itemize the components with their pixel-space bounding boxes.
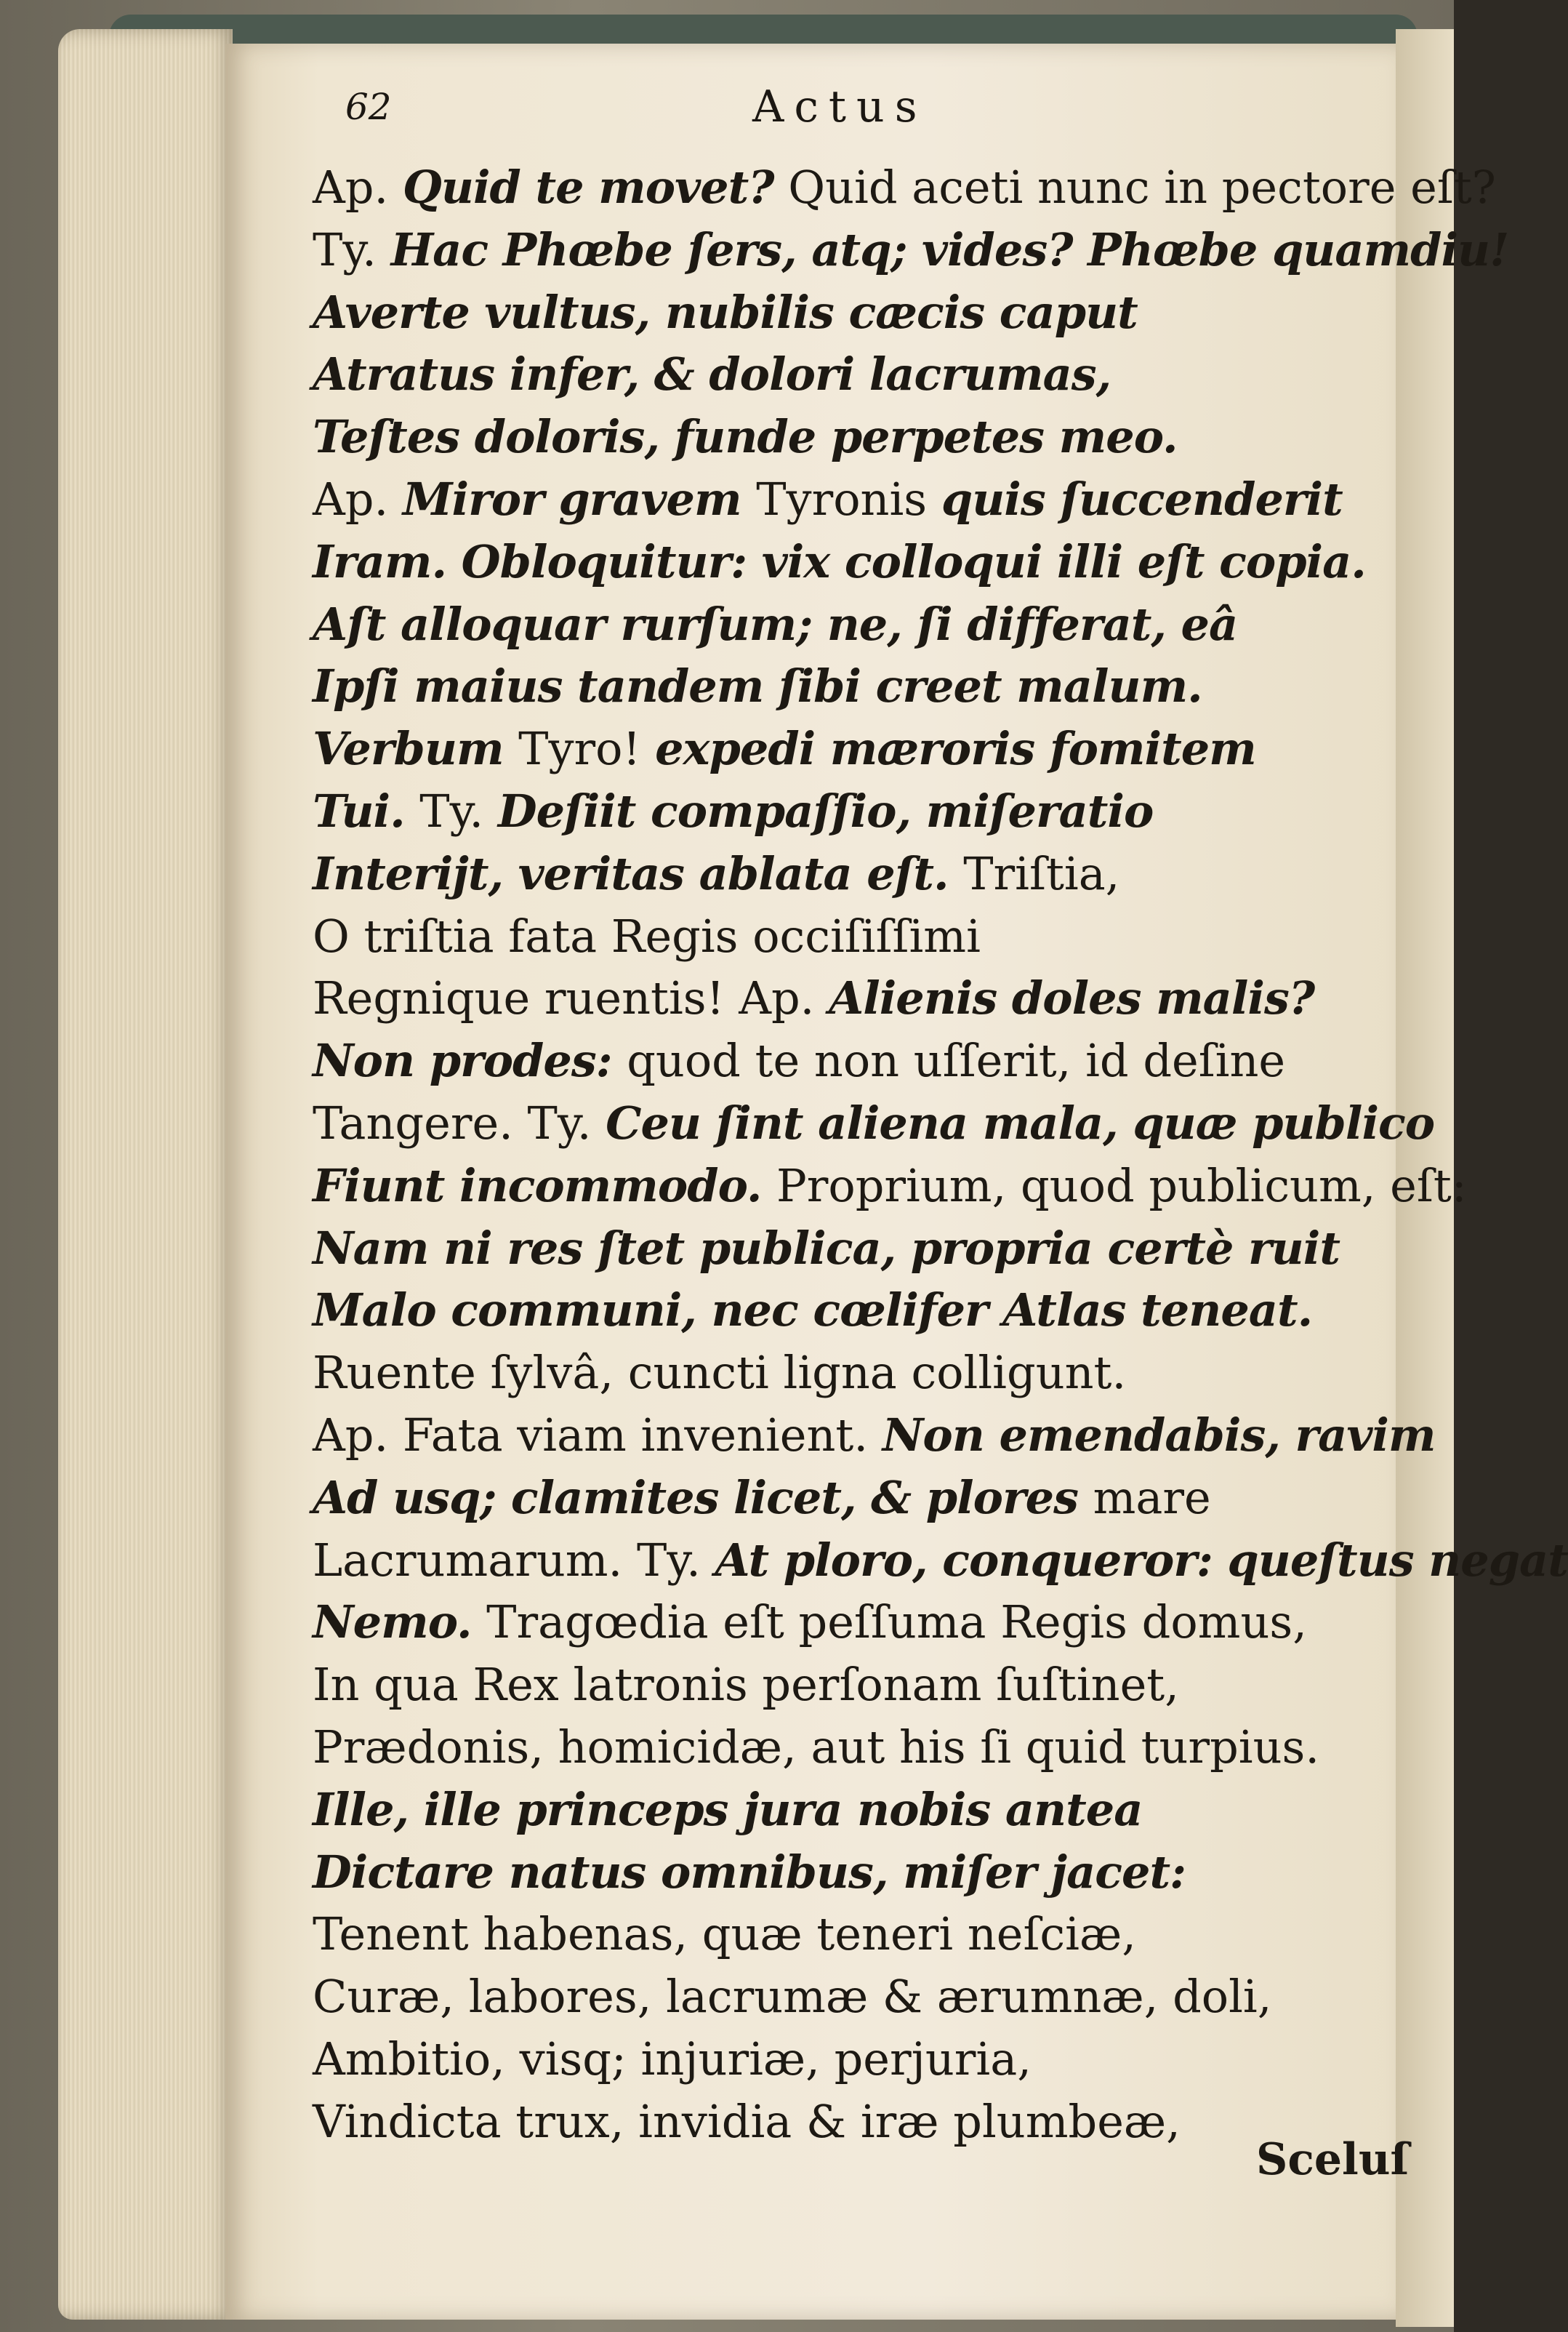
italic-text: Tui. [313,784,420,838]
verse-line [313,1467,1388,1529]
roman-text: Proprium, quod publicum, eſt: [776,1158,1467,1212]
verse-line [313,593,1388,656]
verse-line [313,281,1388,344]
roman-text: Ruente ſylvâ, cuncti ligna colligunt. [313,1346,1127,1400]
italic-text: Iram. Obloquitur: vix colloqui illi eſt copia. [313,534,1366,588]
verse-line [313,780,1388,843]
italic-text: expedi mæroris fomitem [655,722,1256,776]
page-block-edge [58,29,233,2320]
roman-text: Prædonis, homicidæ, aut his ſi quid turpius. [313,1720,1320,1774]
italic-text: Atratus infer, & dolori lacrumas, [313,348,1111,401]
italic-text: Dictare natus omnibus, miſer jacet: [313,1845,1186,1899]
verse-line [313,1903,1388,1966]
italic-text: Averte vultus, nubilis cæcis caput [313,285,1138,339]
verse-line [313,967,1388,1030]
verse-line [313,2028,1388,2091]
italic-text: Interijt, veritas ablata eſt. [313,846,964,900]
verse-line [313,718,1388,780]
verse-line [313,343,1388,406]
verse-line [313,468,1388,531]
roman-text: mare [1093,1470,1211,1524]
verse-line [313,1841,1388,1904]
verse-line [313,1030,1388,1092]
verse-line [313,1155,1467,1217]
verse-line [313,1654,1388,1716]
roman-text: In qua Rex latronis perſonam ſuſtinet, [313,1658,1179,1712]
verse-line [313,1779,1388,1841]
verse-line [313,1716,1388,1779]
verse-line [313,156,1496,219]
verse-line [313,1966,1388,2028]
roman-text: Lacrumarum. Ty. [313,1533,715,1587]
italic-text: Malo communi, nec cœlifer Atlas teneat. [313,1283,1313,1337]
italic-text: Aſt alloquar rurſum; ne, ſi differat, eâ [313,597,1238,651]
verse-line [313,905,1388,968]
italic-text: Fiunt incommodo. [313,1158,777,1212]
verse-line [313,1529,1568,1592]
italic-text: Miror gravem [402,472,757,526]
verse-line [313,406,1388,468]
verse-text [313,156,1568,2153]
italic-text: Verbum [313,722,519,776]
verse-line [313,1217,1388,1280]
roman-text: O triſtia fata Regis occiſiſſimi [313,909,981,963]
verse-line [313,655,1388,718]
roman-text: Ty. [313,223,391,276]
italic-text: Non prodes: [313,1034,627,1088]
italic-text: Ceu ſint aliena mala, quæ publico [606,1096,1435,1150]
roman-text: Ap. Fata viam invenient. [313,1408,882,1462]
verse-line [313,1342,1388,1404]
roman-text: Tyronis [756,472,941,526]
page-number: 62 [345,86,392,128]
roman-text: Tangere. Ty. [313,1096,606,1150]
roman-text: Tenent habenas, quæ teneri neſciæ, [313,1907,1136,1961]
italic-text: Nam ni res ſtet publica, propria certè ruit [313,1221,1340,1275]
italic-text: Nemo. [313,1595,487,1649]
verse-line [313,843,1388,905]
roman-text: quod te non uſſerit, id deſine [627,1034,1286,1088]
roman-text: Regnique ruentis! Ap. [313,971,829,1025]
italic-text: Teſtes doloris, funde perpetes meo. [313,410,1178,464]
roman-text: Tragœdia eſt peſſuma Regis domus, [486,1595,1307,1649]
italic-text: Quid te movet? [402,161,774,214]
verse-line [313,219,1509,281]
italic-text: Hac Phœbe ſers, atq; vides? Phœbe quamdiu! [390,223,1509,276]
italic-text: Ipſi maius tandem ſibi creet malum. [313,660,1202,713]
italic-text: Ad usq; clamites licet, & plores [313,1470,1093,1524]
roman-text: Ambitio, visq; injuriæ, perjuria, [313,2032,1032,2085]
verse-line [313,1591,1388,1654]
italic-text: Ille, ille princeps jura nobis antea [313,1782,1143,1836]
roman-text: Ap. [313,161,403,214]
running-head [345,81,1334,144]
verse-line [313,531,1388,593]
verse-line [313,1404,1436,1467]
roman-text: Vindicta trux, invidia & iræ plumbeæ, [313,2094,1181,2148]
verse-line [313,2091,1388,2153]
roman-text: Curæ, labores, lacrumæ & ærumnæ, doli, [313,1970,1272,2024]
verse-line [313,1092,1435,1155]
italic-text: quis ſuccenderit [941,472,1343,526]
roman-text: Quid aceti nunc in pectore eſt? [773,161,1496,214]
italic-text: At ploro, conqueror: queſtus negat [715,1533,1568,1587]
italic-text: Non emendabis, ravim [882,1408,1436,1462]
roman-text: Ap. [313,472,403,526]
roman-text: Ty. [419,784,498,838]
italic-text: Deſiit compaſſio, miſeratio [497,784,1154,838]
roman-text: Tyro! [518,722,656,776]
verse-line [313,1279,1388,1342]
roman-text: Triſtia, [963,846,1120,900]
italic-text: Alienis doles malis? [829,971,1315,1025]
running-title: Actus [752,81,928,132]
catchword: Sceluſ [1256,2134,1410,2185]
